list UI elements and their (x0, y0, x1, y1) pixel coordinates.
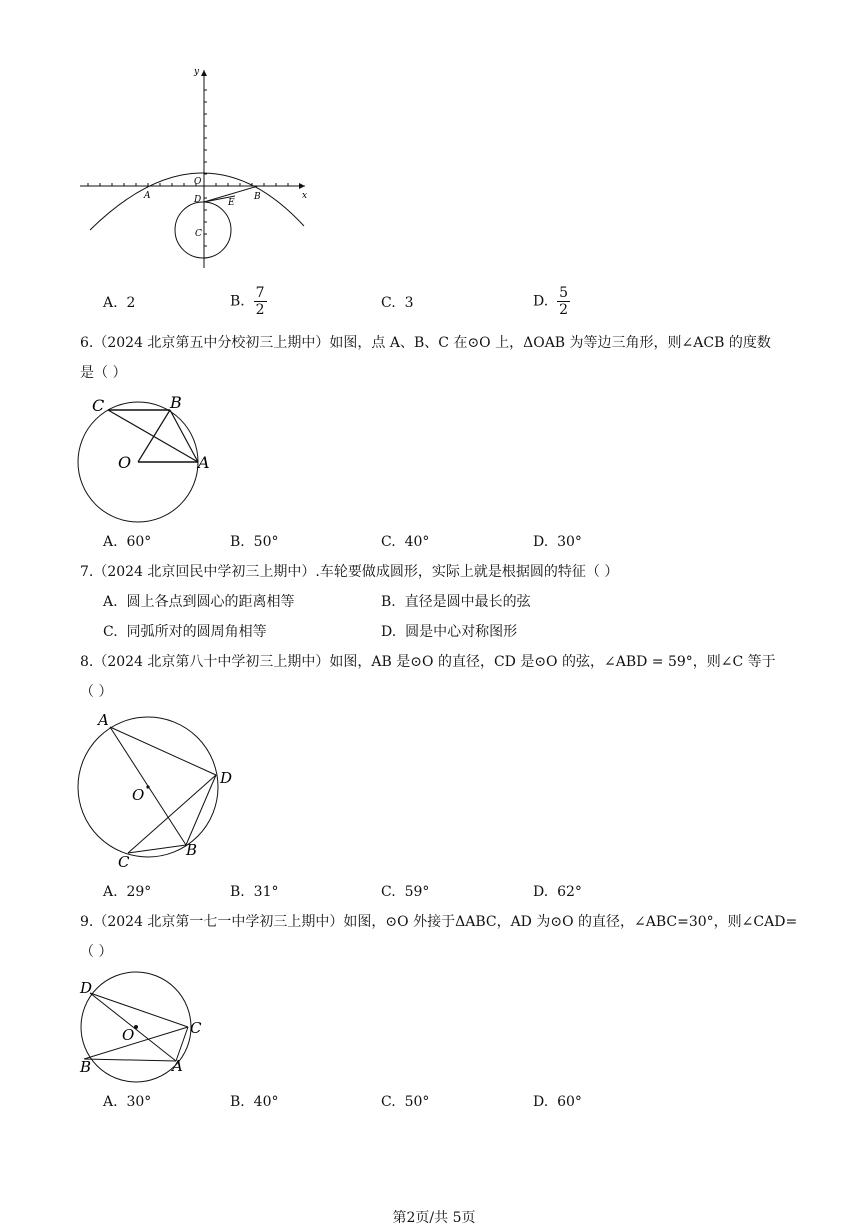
q9-option-b: B. 40° (230, 1094, 279, 1110)
q8-label-o: O (132, 786, 145, 804)
q8-label-c: C (118, 853, 130, 870)
q9-label-o: O (122, 1026, 135, 1044)
page-footer (0, 1207, 868, 1227)
q8-option-c: C. 59° (381, 884, 430, 900)
q5-label-c: C (195, 229, 202, 239)
q5-label-y: y (194, 67, 200, 77)
q6-figure (70, 390, 220, 530)
q8-option-a: A. 29° (103, 884, 152, 900)
q9-option-c: C. 50° (381, 1094, 430, 1110)
q7-option-c: C. 同弧所对的圆周角相等 (103, 624, 267, 640)
q8-label-a: A (98, 711, 109, 729)
q7-option-a: A. 圆上各点到圆心的距离相等 (103, 594, 295, 610)
q8-stem-line1: 8.（2024 北京第八十中学初三上期中）如图，AB 是⊙O 的直径，CD 是⊙O 的弦，∠ABD = 59°，则∠C 等于 (80, 654, 776, 670)
option-letter: C. (381, 295, 396, 311)
q5-label-d: D (194, 195, 202, 205)
fraction: $\frac{7}{2}$ (255, 285, 265, 318)
q9-label-c: C (190, 1019, 202, 1037)
q6-stem-line2: 是（ ） (80, 365, 127, 381)
q5-option-b (230, 285, 267, 318)
page-number: 第2页/共 5页 (392, 1210, 476, 1226)
q8-label-d: D (220, 769, 233, 787)
q9-label-a: A (172, 1057, 183, 1075)
q5-option-a (103, 294, 135, 312)
option-value: 2 (126, 295, 136, 311)
q8-label-b: B (186, 841, 198, 859)
q5-option-c (381, 294, 414, 312)
q6-label-c: C (92, 396, 105, 415)
q5-figure (60, 58, 330, 278)
q7-option-b: B. 直径是圆中最长的弦 (381, 594, 531, 610)
q8-figure (70, 705, 240, 870)
fraction: $\frac{5}{2}$ (559, 285, 569, 318)
q6-label-a: A (198, 453, 210, 472)
q5-label-e: E (228, 198, 235, 208)
option-letter: D. (533, 293, 549, 310)
q9-label-d: D (80, 979, 93, 997)
q6-option-c: C. 40° (381, 534, 430, 550)
q6-option-d: D. 30° (533, 534, 582, 550)
q5-label-b: B (254, 192, 261, 202)
q6-option-a: A. 60° (103, 534, 152, 550)
q9-figure (70, 965, 220, 1085)
q6-option-b: B. 50° (230, 534, 279, 550)
q8-option-d: D. 62° (533, 884, 582, 900)
q6-stem-line1: 6.（2024 北京第五中分校初三上期中）如图，点 A、B、C 在⊙O 上，ΔOAB 为等边三角形，则∠ACB 的度数 (80, 335, 771, 351)
q7-stem-line1: 7.（2024 北京回民中学初三上期中）.车轮要做成圆形，实际上就是根据圆的特征（ ） (80, 564, 619, 580)
q5-option-d (533, 285, 570, 318)
q9-option-d: D. 60° (533, 1094, 582, 1110)
q9-stem-line1: 9.（2024 北京第一七一中学初三上期中）如图，⊙O 外接于ΔABC，AD 为⊙O 的直径，∠ABC=30°，则∠CAD= (80, 914, 798, 930)
q9-label-b: B (80, 1058, 92, 1076)
q6-label-o: O (118, 453, 132, 472)
q7-option-d: D. 圆是中心对称图形 (381, 624, 518, 640)
q8-stem-line2: （ ） (80, 684, 113, 700)
q5-label-a: A (144, 191, 151, 201)
option-letter: B. (230, 293, 245, 310)
q9-stem-line2: （ ） (80, 944, 113, 960)
q9-option-a: A. 30° (103, 1094, 152, 1110)
q6-label-b: B (170, 393, 182, 412)
option-value: 3 (404, 295, 414, 311)
q5-label-x: x (302, 191, 308, 201)
option-letter: A. (103, 295, 118, 311)
q8-option-b: B. 31° (230, 884, 279, 900)
q5-label-o: O (194, 177, 202, 187)
